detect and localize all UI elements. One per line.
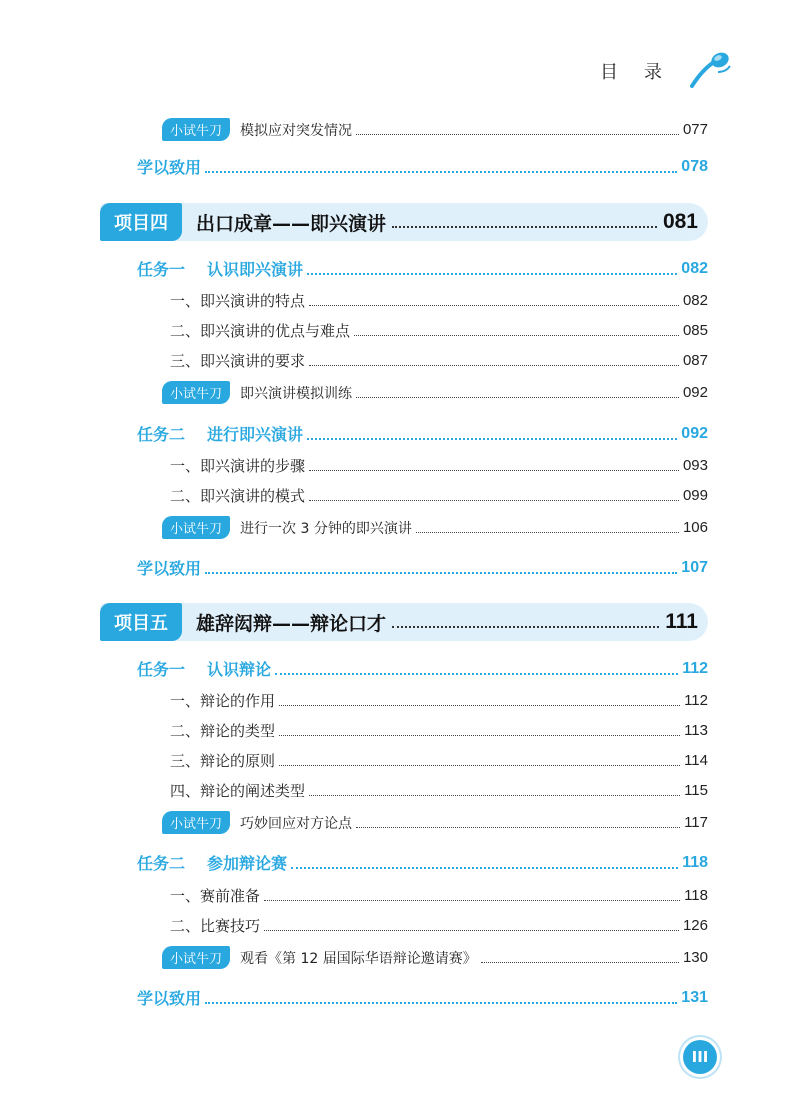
- leader-dots: [309, 365, 679, 366]
- try-row[interactable]: [162, 516, 708, 539]
- page-ref: 112: [682, 659, 708, 677]
- page-ref: 082: [682, 292, 708, 309]
- leader-dots: [291, 867, 678, 869]
- microphone-icon: [688, 50, 734, 90]
- toc-item[interactable]: [170, 915, 708, 936]
- project-tag: 项目五: [100, 603, 182, 641]
- try-row[interactable]: [162, 811, 708, 834]
- page-ref: 131: [681, 988, 708, 1006]
- leader-dots: [279, 765, 680, 766]
- task-row[interactable]: [137, 422, 708, 445]
- task-label: 任务一: [137, 260, 186, 279]
- project-title: 雄辞闳辩——辩论口才: [196, 612, 387, 635]
- apply-title: 学以致用: [137, 559, 202, 578]
- leader-dots: [264, 900, 680, 901]
- page-ref: 078: [681, 157, 708, 175]
- task-label: 任务二: [137, 425, 186, 444]
- try-badge: 小试牛刀: [162, 381, 230, 404]
- leader-dots: [354, 335, 679, 336]
- toc-item-title: 二、辩论的类型: [170, 722, 276, 740]
- toc-item[interactable]: [170, 690, 708, 711]
- apply-title: 学以致用: [137, 158, 202, 177]
- leader-dots: [205, 171, 677, 173]
- leader-dots: [356, 397, 679, 398]
- leader-dots: [392, 626, 659, 628]
- page-header-title: 目 录: [600, 62, 666, 83]
- page-ref: 085: [682, 322, 708, 339]
- try-title: 模拟应对突发情况: [240, 122, 353, 139]
- toc-item-title: 一、即兴演讲的步骤: [170, 457, 306, 475]
- try-badge: 小试牛刀: [162, 516, 230, 539]
- try-title: 巧妙回应对方论点: [240, 815, 353, 832]
- project-tag: 项目四: [100, 203, 182, 241]
- toc-item-title: 一、辩论的作用: [170, 692, 276, 710]
- try-title: 进行一次 3 分钟的即兴演讲: [240, 520, 412, 537]
- leader-dots: [307, 273, 677, 275]
- leader-dots: [356, 827, 680, 828]
- toc-item[interactable]: [170, 720, 708, 741]
- apply-row[interactable]: [137, 986, 708, 1009]
- page-ref: 081: [662, 210, 698, 233]
- toc-item[interactable]: [170, 780, 708, 801]
- page-ref: 093: [682, 457, 708, 474]
- task-row[interactable]: [137, 657, 708, 680]
- page-ref: 118: [682, 853, 708, 871]
- try-row[interactable]: [162, 381, 708, 404]
- page-ref: 111: [665, 610, 698, 633]
- leader-dots: [309, 305, 679, 306]
- toc-item[interactable]: [170, 455, 708, 476]
- leader-dots: [275, 673, 678, 675]
- leader-dots: [309, 795, 680, 796]
- page-ref: 118: [684, 887, 708, 904]
- leader-dots: [356, 134, 679, 135]
- toc-item-title: 二、比赛技巧: [170, 917, 261, 935]
- project-heading[interactable]: [100, 203, 708, 241]
- leader-dots: [279, 735, 680, 736]
- toc-item-title: 一、即兴演讲的特点: [170, 292, 306, 310]
- page-ref: 126: [682, 917, 708, 934]
- apply-row[interactable]: [137, 556, 708, 579]
- page-ref: 114: [684, 752, 708, 769]
- project-title: 出口成章——即兴演讲: [196, 212, 387, 235]
- page-ref: 115: [684, 782, 708, 799]
- toc-item-title: 二、即兴演讲的模式: [170, 487, 306, 505]
- try-title: 即兴演讲模拟训练: [240, 385, 353, 402]
- task-title: 认识即兴演讲: [207, 260, 304, 279]
- page-ref: 082: [681, 259, 708, 277]
- leader-dots: [264, 930, 679, 931]
- leader-dots: [309, 500, 679, 501]
- toc-item[interactable]: [170, 290, 708, 311]
- toc-item[interactable]: [170, 485, 708, 506]
- leader-dots: [481, 962, 679, 963]
- page-ref: 077: [682, 121, 708, 138]
- page-number-badge: III: [683, 1040, 717, 1074]
- try-badge: 小试牛刀: [162, 946, 230, 969]
- page-ref: 107: [681, 558, 708, 576]
- page-ref: 130: [682, 949, 708, 966]
- try-badge: 小试牛刀: [162, 811, 230, 834]
- leader-dots: [416, 532, 679, 533]
- task-title: 参加辩论赛: [207, 854, 288, 873]
- toc-item-title: 一、赛前准备: [170, 887, 261, 905]
- try-row[interactable]: [162, 946, 708, 969]
- page-ref: 112: [684, 692, 708, 709]
- page-ref: 117: [684, 814, 708, 831]
- project-heading[interactable]: [100, 603, 708, 641]
- toc-item-title: 二、即兴演讲的优点与难点: [170, 322, 351, 340]
- leader-dots: [205, 1002, 677, 1004]
- task-title: 认识辩论: [207, 660, 272, 679]
- try-badge: 小试牛刀: [162, 118, 230, 141]
- page-ref: 092: [682, 384, 708, 401]
- page-ref: 099: [682, 487, 708, 504]
- apply-row[interactable]: [137, 155, 708, 178]
- toc-item[interactable]: [170, 320, 708, 341]
- try-title: 观看《第 12 届国际华语辩论邀请赛》: [240, 950, 477, 967]
- toc-item[interactable]: [170, 885, 708, 906]
- try-row[interactable]: [162, 118, 708, 141]
- toc-item-title: 四、辩论的阐述类型: [170, 782, 306, 800]
- task-label: 任务二: [137, 854, 186, 873]
- leader-dots: [205, 572, 677, 574]
- leader-dots: [392, 226, 657, 228]
- toc-item-title: 三、即兴演讲的要求: [170, 352, 306, 370]
- toc-item[interactable]: [170, 350, 708, 371]
- task-label: 任务一: [137, 660, 186, 679]
- leader-dots: [309, 470, 679, 471]
- leader-dots: [307, 438, 677, 440]
- task-row[interactable]: [137, 257, 708, 280]
- page-ref: 092: [681, 424, 708, 442]
- leader-dots: [279, 705, 680, 706]
- task-title: 进行即兴演讲: [207, 425, 304, 444]
- page-ref: 106: [682, 519, 708, 536]
- page-ref: 113: [684, 722, 708, 739]
- toc-item-title: 三、辩论的原则: [170, 752, 276, 770]
- apply-title: 学以致用: [137, 989, 202, 1008]
- toc-item[interactable]: [170, 750, 708, 771]
- page-ref: 087: [682, 352, 708, 369]
- task-row[interactable]: [137, 851, 708, 874]
